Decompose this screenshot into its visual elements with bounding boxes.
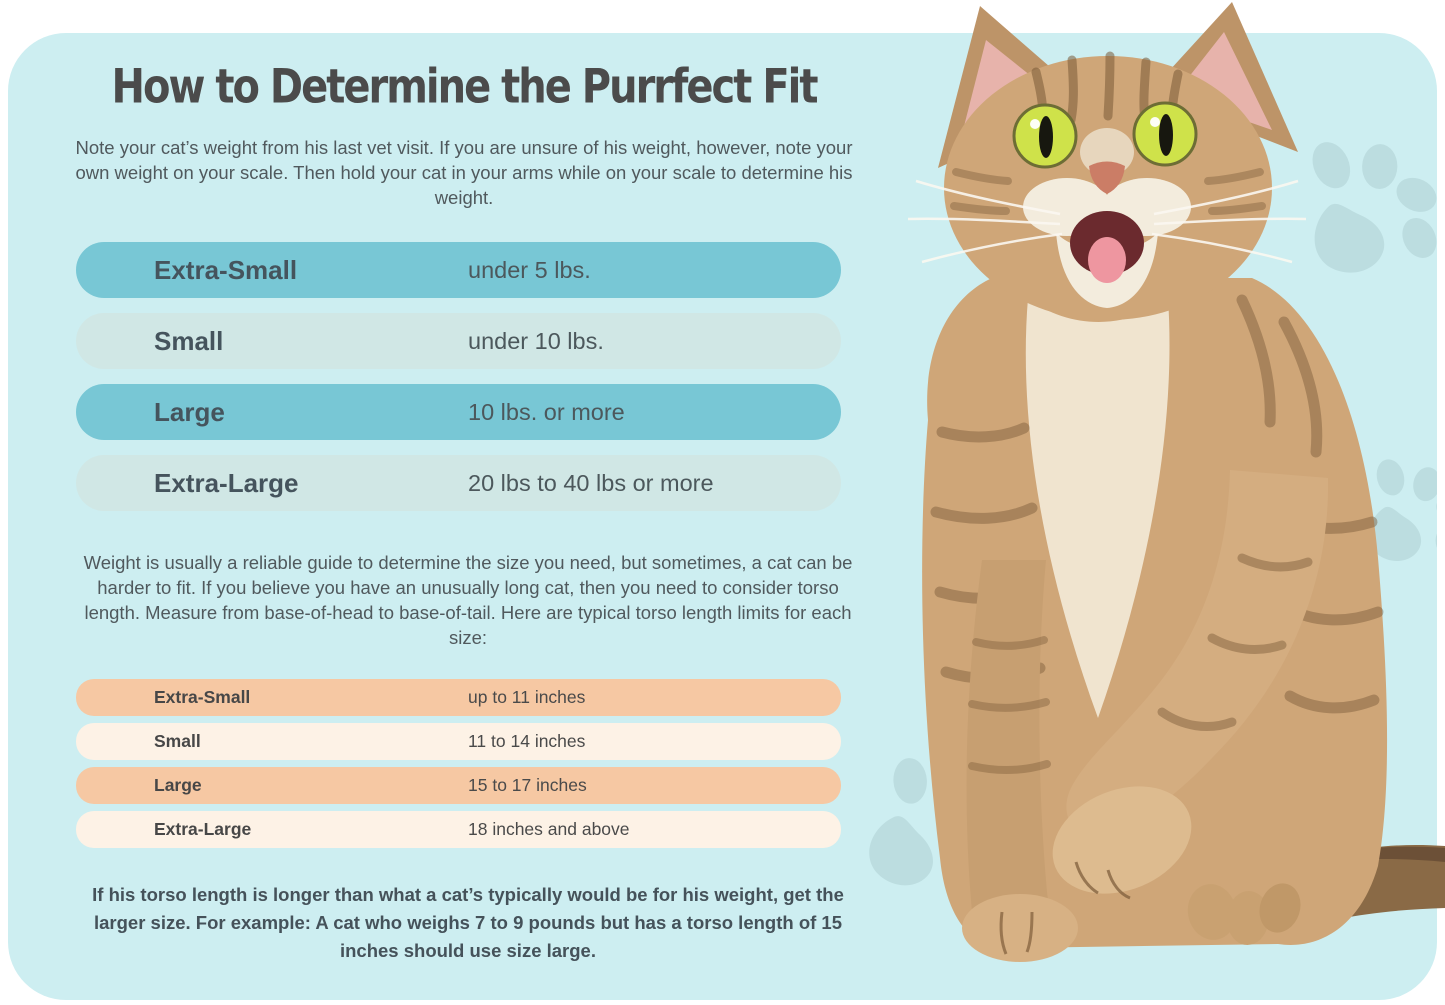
intro-paragraph: Note your cat’s weight from his last vet visit. If you are unsure of his weight, however, note your own weight on your scale. Then hold your cat in your arms while on your scale to determine his weight. <box>75 137 853 208</box>
footer-note: If his torso length is longer than what a cat’s typically would be for his weight, get the larger size. For example: A cat who weighs 7 to 9 pounds but has a torso length of 15 inches should use size large. <box>92 884 844 961</box>
size-label: Small <box>154 325 224 356</box>
torso-paragraph: Weight is usually a reliable guide to determine the size you need, but sometimes, a cat can be harder to fit. If you believe you have an unusually long cat, then you need to consider torso length. Measure from base-of-head to base-of-tail. Here are typical torso length limits for each size: <box>83 552 853 648</box>
table-row <box>76 313 841 369</box>
size-limit: 15 to 17 inches <box>468 775 587 796</box>
table-row <box>76 811 841 848</box>
weight-size-table <box>68 242 860 511</box>
size-label: Extra-Large <box>154 819 252 840</box>
size-limit: up to 11 inches <box>468 687 586 708</box>
table-row <box>76 723 841 760</box>
size-label: Small <box>154 731 201 752</box>
page-title: How to Determine the Purrfect Fit <box>111 60 817 115</box>
size-label: Extra-Small <box>154 687 251 708</box>
size-limit: 10 lbs. or more <box>468 398 625 425</box>
size-limit: 11 to 14 inches <box>468 731 586 752</box>
torso-length-table <box>68 679 860 848</box>
size-limit: 20 lbs to 40 lbs or more <box>468 469 714 496</box>
size-limit: 18 inches and above <box>468 819 630 840</box>
table-row <box>76 242 841 298</box>
size-label: Extra-Small <box>154 254 298 285</box>
size-label: Large <box>154 775 202 796</box>
table-row <box>76 767 841 804</box>
table-row <box>76 384 841 440</box>
size-limit: under 5 lbs. <box>468 256 591 283</box>
table-row <box>76 679 841 716</box>
size-label: Large <box>154 396 225 427</box>
size-limit: under 10 lbs. <box>468 327 604 354</box>
size-label: Extra-Large <box>154 467 299 498</box>
cat-photo <box>860 0 1445 1005</box>
content-column <box>68 33 860 965</box>
table-row <box>76 455 841 511</box>
